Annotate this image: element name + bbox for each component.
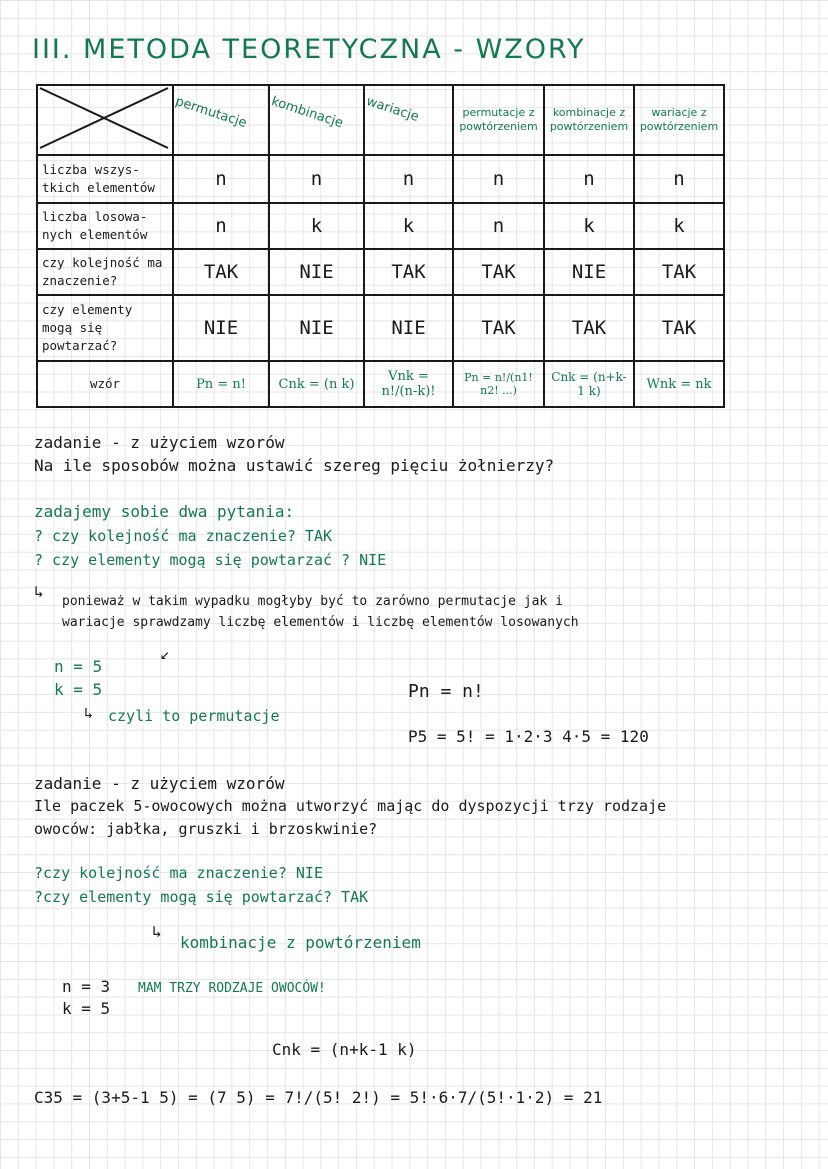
cell: NIE <box>364 295 453 361</box>
cell: n <box>269 155 364 203</box>
task1-question: Na ile sposobów można ustawić szereg pięciu żołnierzy? <box>34 456 555 475</box>
cell: TAK <box>364 249 453 295</box>
cell: NIE <box>173 295 269 361</box>
task1-result: P5 = 5! = 1·2·3 4·5 = 120 <box>408 727 649 746</box>
row-label: liczba losowa- nych elementów <box>37 203 173 249</box>
task1-intro: zadajemy sobie dwa pytania: <box>34 502 295 521</box>
header-permutacje: permutacje <box>173 85 269 155</box>
task1-conclusion: czyli to permutacje <box>108 707 280 725</box>
cell: n <box>173 155 269 203</box>
task2-question2: owoców: jabłka, gruszki i brzoskwinie? <box>34 820 378 838</box>
formula-cell: Wnk = nk <box>634 361 724 407</box>
table-row <box>37 295 724 361</box>
task1-n: n = 5 <box>54 657 103 676</box>
formula-cell: Cnk = (n+k-1 k) <box>544 361 634 407</box>
formula-cell: Pn = n!/(n1! n2! ...) <box>453 361 544 407</box>
formula-cell: Cnk = (n k) <box>269 361 364 407</box>
arrow-icon: ↳ <box>152 922 162 941</box>
task2-note: MAM TRZY RODZAJE OWOCÓW! <box>138 981 326 996</box>
row-label: liczba wszys- tkich elementów <box>37 155 173 203</box>
row-label: wzór <box>37 361 173 407</box>
header-kombinacje: kombinacje <box>269 85 364 155</box>
task2-calc: C35 = (3+5-1 5) = (7 5) = 7!/(5! 2!) = 5!·6·7/(5!·1·2) = 21 <box>34 1088 603 1107</box>
cell: k <box>364 203 453 249</box>
table-row <box>37 361 724 407</box>
cell: TAK <box>173 249 269 295</box>
cell: TAK <box>634 295 724 361</box>
cell: n <box>173 203 269 249</box>
header-wariacje: wariacje <box>364 85 453 155</box>
task2-n: n = 3 <box>62 977 111 996</box>
cell: k <box>269 203 364 249</box>
cell: TAK <box>634 249 724 295</box>
task2-q1: ?czy kolejność ma znaczenie? NIE <box>34 864 323 882</box>
task1-heading: zadanie - z użyciem wzorów <box>34 433 285 452</box>
task2-q2: ?czy elementy mogą się powtarzać? TAK <box>34 888 369 906</box>
formula-table <box>36 84 725 408</box>
corner-cell <box>37 85 173 155</box>
table-row <box>37 203 724 249</box>
table-row <box>37 249 724 295</box>
cell: n <box>453 203 544 249</box>
formula-cell: Pn = n! <box>173 361 269 407</box>
cell: n <box>544 155 634 203</box>
task1-q2: ? czy elementy mogą się powtarzać ? NIE <box>34 551 387 569</box>
task2-question1: Ile paczek 5-owocowych można utworzyć mając do dyspozycji trzy rodzaje <box>34 797 667 815</box>
header-permutacje-z-powtorzeniem: permutacje z powtórzeniem <box>453 85 544 155</box>
task1-k: k = 5 <box>54 680 103 699</box>
cell: n <box>634 155 724 203</box>
task2-heading: zadanie - z użyciem wzorów <box>34 774 285 793</box>
task1-note1: ponieważ w takim wypadku mogłyby być to zarówno permutacje jak i <box>62 594 563 609</box>
cell: TAK <box>453 249 544 295</box>
cell: NIE <box>269 249 364 295</box>
task1-note2: wariacje sprawdzamy liczbę elementów i liczbę elementów losowanych <box>62 615 579 630</box>
arrow-icon: ↳ <box>34 582 44 601</box>
cell: n <box>364 155 453 203</box>
cell: k <box>634 203 724 249</box>
cell: k <box>544 203 634 249</box>
page-title: III. METODA TEORETYCZNA - WZORY <box>32 34 586 65</box>
formula-cell: Vnk = n!/(n-k)! <box>364 361 453 407</box>
header-wariacje-z-powtorzeniem: wariacje z powtórzeniem <box>634 85 724 155</box>
cross-out-icon <box>38 86 170 150</box>
table-row <box>37 155 724 203</box>
row-label: czy elementy mogą się powtarzać? <box>37 295 173 361</box>
task1-q1: ? czy kolejność ma znaczenie? TAK <box>34 527 333 545</box>
task2-conclusion: kombinacje z powtórzeniem <box>180 933 421 952</box>
task1-formula: Pn = n! <box>408 681 484 702</box>
cell: n <box>453 155 544 203</box>
row-label: czy kolejność ma znaczenie? <box>37 249 173 295</box>
cell: TAK <box>453 295 544 361</box>
arrow-icon: ↳ <box>84 704 94 722</box>
cell: TAK <box>544 295 634 361</box>
task2-k: k = 5 <box>62 999 111 1018</box>
arrow-down-icon: ↙ <box>160 644 170 663</box>
header-kombinacje-z-powtorzeniem: kombinacje z powtórzeniem <box>544 85 634 155</box>
cell: NIE <box>544 249 634 295</box>
task2-formula: Cnk = (n+k-1 k) <box>272 1040 417 1059</box>
cell: NIE <box>269 295 364 361</box>
